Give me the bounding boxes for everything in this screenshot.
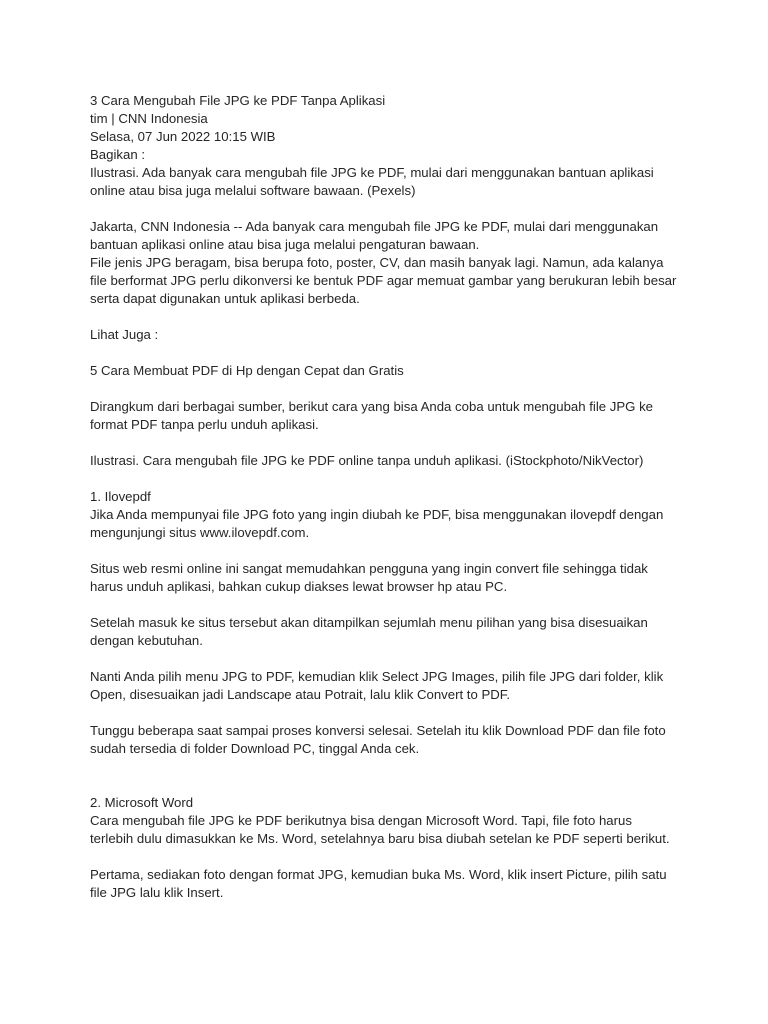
paragraph-line: terlebih dulu dimasukkan ke Ms. Word, setelahnya baru bisa diubah setelan ke PDF seperti berikut. [90, 831, 670, 846]
section-heading-microsoft-word: 2. Microsoft Word [90, 795, 194, 810]
section-heading-ilovepdf: 1. Ilovepdf [90, 489, 151, 504]
intro-line: file berformat JPG perlu dikonversi ke bentuk PDF agar memuat gambar yang berukuran lebih besar [90, 273, 677, 288]
article-date: Selasa, 07 Jun 2022 10:15 WIB [90, 129, 276, 144]
paragraph-line: Setelah masuk ke situs tersebut akan ditampilkan sejumlah menu pilihan yang bisa disesuaikan [90, 615, 648, 630]
paragraph-line: file JPG lalu klik Insert. [90, 885, 224, 900]
intro-line: File jenis JPG beragam, bisa berupa foto, poster, CV, dan masih banyak lagi. Namun, ada kalanya [90, 255, 664, 270]
paragraph-line: Cara mengubah file JPG ke PDF berikutnya bisa dengan Microsoft Word. Tapi, file foto harus [90, 813, 632, 828]
share-label: Bagikan : [90, 147, 145, 162]
see-also-label: Lihat Juga : [90, 327, 159, 342]
intro-line: bantuan aplikasi online atau bisa juga melalui pengaturan bawaan. [90, 237, 480, 252]
paragraph-line: Jika Anda mempunyai file JPG foto yang ingin diubah ke PDF, bisa menggunakan ilovepdf dengan [90, 507, 664, 522]
paragraph-line: mengunjungi situs www.ilovepdf.com. [90, 525, 310, 540]
paragraph-line: Situs web resmi online ini sangat memudahkan pengguna yang ingin convert file sehingga tidak [90, 561, 648, 576]
paragraph-line: harus unduh aplikasi, bahkan cukup diakses lewat browser hp atau PC. [90, 579, 508, 594]
image-caption-line: Ilustrasi. Ada banyak cara mengubah file JPG ke PDF, mulai dari menggunakan bantuan aplikasi [90, 165, 654, 180]
paragraph-line: Pertama, sediakan foto dengan format JPG, kemudian buka Ms. Word, klik insert Picture, pilih satu [90, 867, 667, 882]
paragraph-line: Tunggu beberapa saat sampai proses konversi selesai. Setelah itu klik Download PDF dan file foto [90, 723, 666, 738]
paragraph-line: Nanti Anda pilih menu JPG to PDF, kemudian klik Select JPG Images, pilih file JPG dari folder, klik [90, 669, 664, 684]
image-caption-line: online atau bisa juga melalui software bawaan. (Pexels) [90, 183, 416, 198]
intro-line: serta dapat digunakan untuk aplikasi berbeda. [90, 291, 360, 306]
paragraph-line: sudah tersedia di folder Download PC, tinggal Anda cek. [90, 741, 420, 756]
intro-line: Jakarta, CNN Indonesia -- Ada banyak cara mengubah file JPG ke PDF, mulai dari menggunakan [90, 219, 659, 234]
article-author: tim | CNN Indonesia [90, 111, 208, 126]
image-caption-line: Ilustrasi. Cara mengubah file JPG ke PDF online tanpa unduh aplikasi. (iStockphoto/NikVector) [90, 453, 644, 468]
paragraph-line: dengan kebutuhan. [90, 633, 203, 648]
summary-line: format PDF tanpa perlu unduh aplikasi. [90, 417, 319, 432]
paragraph-line: Open, disesuaikan jadi Landscape atau Potrait, lalu klik Convert to PDF. [90, 687, 511, 702]
see-also-link[interactable]: 5 Cara Membuat PDF di Hp dengan Cepat dan Gratis [90, 363, 404, 378]
summary-line: Dirangkum dari berbagai sumber, berikut cara yang bisa Anda coba untuk mengubah file JPG ke [90, 399, 653, 414]
article-title: 3 Cara Mengubah File JPG ke PDF Tanpa Aplikasi [90, 93, 386, 108]
